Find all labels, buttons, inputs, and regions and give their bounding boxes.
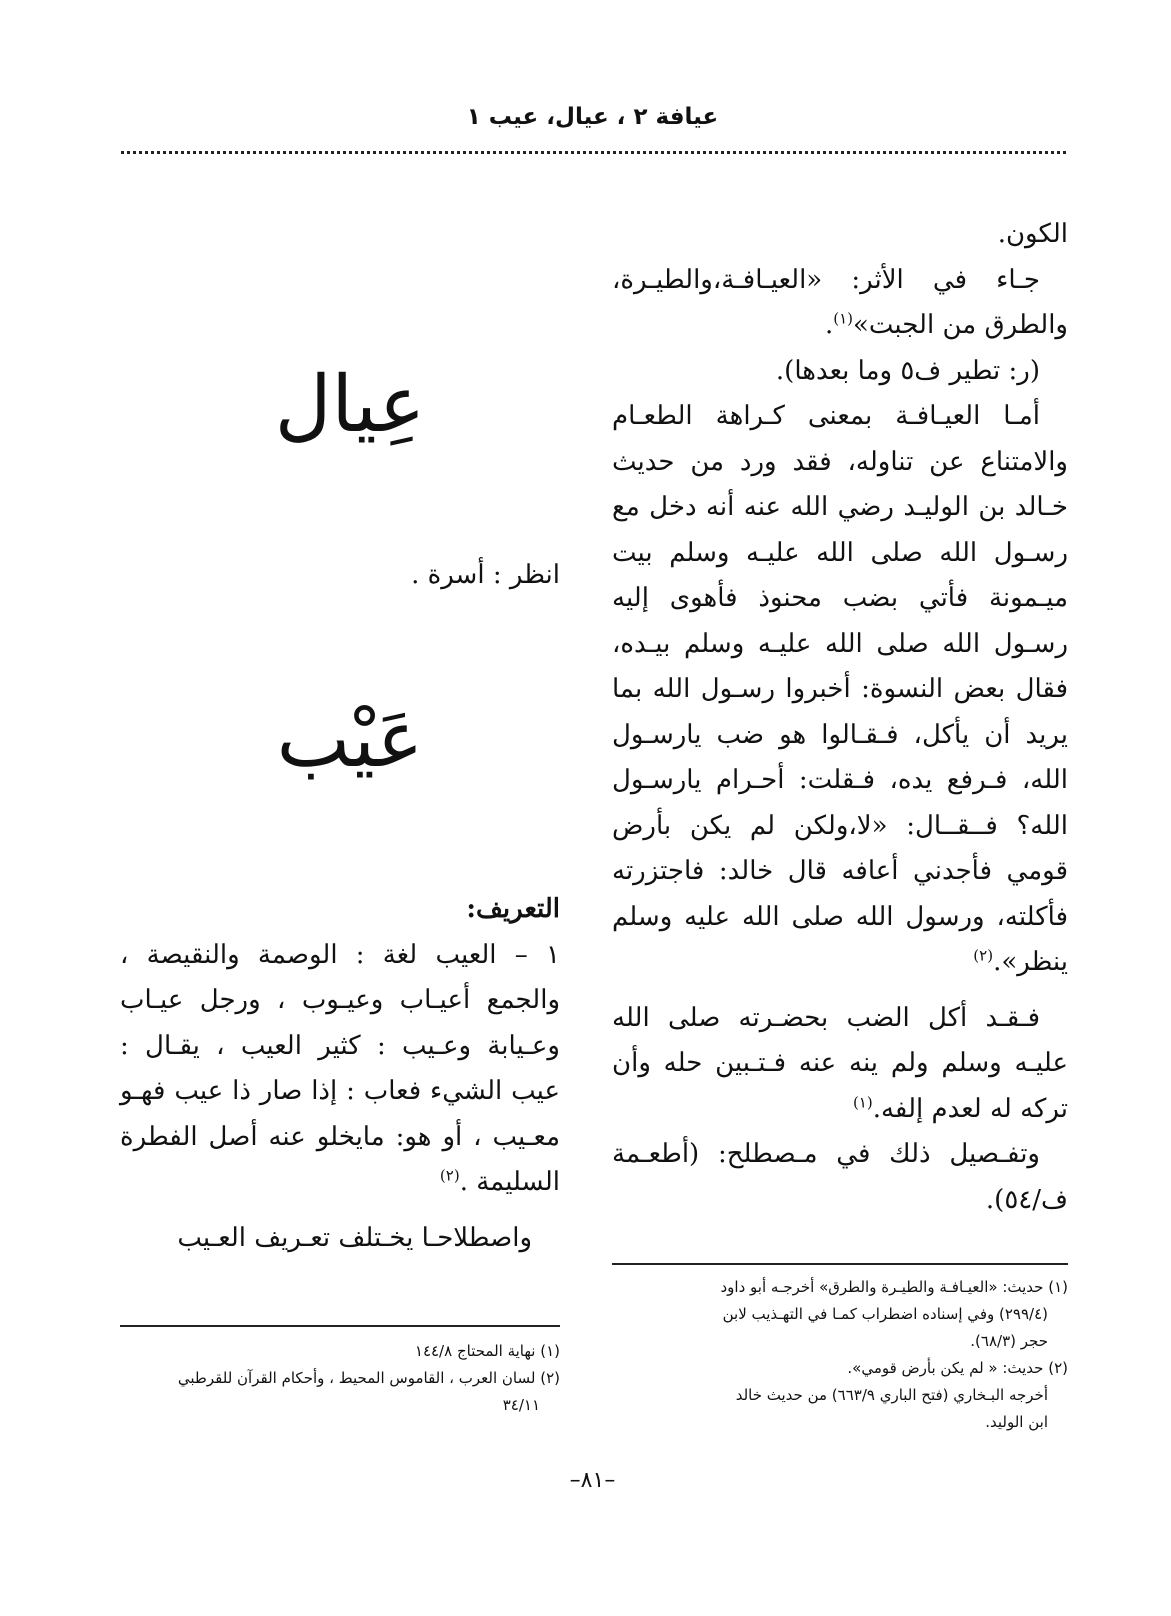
footnote-line: (١) نهاية المحتاج ١٤٤/٨: [414, 1342, 560, 1360]
footnote-ref: (١): [833, 309, 853, 328]
page-number: –٨١–: [569, 1468, 616, 1493]
footnote-line: (٢) حديث: « لم يكن بأرض قومي».: [847, 1359, 1068, 1377]
paragraph: [120, 933, 560, 1206]
footnote-ref: (٢): [973, 946, 994, 965]
footnote-line: حجر (٦٨/٣).: [970, 1332, 1048, 1350]
footnote-line: ٣٤/١١: [502, 1396, 540, 1414]
footnote-line: (١) حديث: «العيـافـة والطيـرة والطرق» أخرجـه أبو داود: [720, 1278, 1068, 1296]
footnote-line: ابن الوليد.: [985, 1413, 1048, 1431]
paragraph: [612, 996, 1068, 1133]
paragraph: واصطلاحـا يخـتلف تعـريف العـيب: [177, 1222, 532, 1253]
right-column: [612, 212, 1068, 1223]
running-header: [120, 104, 1065, 130]
paragraph-text: جـاء في الأثر: «العيـافـة،والطيـرة، والطرق من الجبت»: [612, 264, 1068, 340]
entry-title-iyal: عِيال: [274, 360, 426, 450]
paragraph-text: أمـا العيـافـة بمعنى كـراهة الطعـام والامتناع عن تناوله، فقد ورد من حديث خـالد بن الوليـد رضي الله عنه أنه دخل مع رسـول الله صلى الله عليـه وسلم بيت ميـمونة فأتي بضب محنوذ فأهوى إليه رسـول الله صلى الله عليـه وسلم بيـده، فقال بعض النسوة: أخبروا رسـول الله بما يريد أن يأكل، فـقـالوا هو ضب يارسـول الله، فـرفع يده، فـقلت: أحـرام يارسـول الله؟ فــقــال: «لا،ولكن لم يكن بأرض قومي فأجدني أعافه قال خالد: فاجتزرته فأكلته، ورسول الله صلى الله عليه وسلم ينظر».: [612, 401, 1068, 977]
left-column: [120, 887, 560, 1261]
paragraph: [612, 394, 1068, 986]
footnote-divider: [120, 1325, 560, 1327]
footnote-line: (٢٩٩/٤) وفي إسناده اضطراب كمـا في التهـذيب لابن: [722, 1305, 1048, 1323]
footnotes-right: [612, 1274, 1068, 1436]
paragraph-text: ١ – العيب لغة : الوصمة والنقيصة ، والجمع أعيـاب وعيـوب ، ورجل عيـاب وعـيابة وعـيب : كثير العيب ، يقـال : عيب الشيء فعاب : إذا صار ذا عيب فهـو معـيب ، أو هو: مايخلو عنه أصل الفطرة السليمة .: [120, 939, 560, 1197]
footnote-divider: [612, 1263, 1068, 1265]
footnote-line: أخرجه البـخاري (فتح الباري ٦٦٣/٩) من حديث خالد: [735, 1386, 1048, 1404]
entry-title-ayb: عَيْب: [276, 695, 424, 785]
cross-reference: وتفـصيل ذلك في مـصطلح: (أطعـمة ف/٥٤).: [612, 1139, 1068, 1215]
running-title: عيافة ٢ ، عيال، عيب ١: [466, 104, 719, 130]
paragraph-end: .: [824, 310, 834, 340]
cross-reference: (ر: تطير ف٥ وما بعدها).: [775, 355, 1040, 386]
footnote-ref: (١): [852, 1092, 873, 1111]
footnote-ref: (٢): [439, 1166, 460, 1185]
paragraph-text: فـقـد أكل الضب بحضـرته صلى الله عليـه وسلم ولم ينه عنه فـتـبين حله وأن تركه له لعدم إلفه.: [612, 1002, 1068, 1124]
header-divider: [121, 151, 1066, 154]
paragraph: [612, 258, 1068, 349]
definition-heading: التعريف:: [466, 894, 560, 924]
footnote-line: (٢) لسان العرب ، القاموس المحيط ، وأحكام القرآن للقرطبي: [177, 1369, 560, 1387]
see-also-reference: انظر : أسرة .: [411, 560, 560, 590]
footnotes-left: [120, 1338, 560, 1419]
paragraph: الكون.: [997, 219, 1068, 249]
